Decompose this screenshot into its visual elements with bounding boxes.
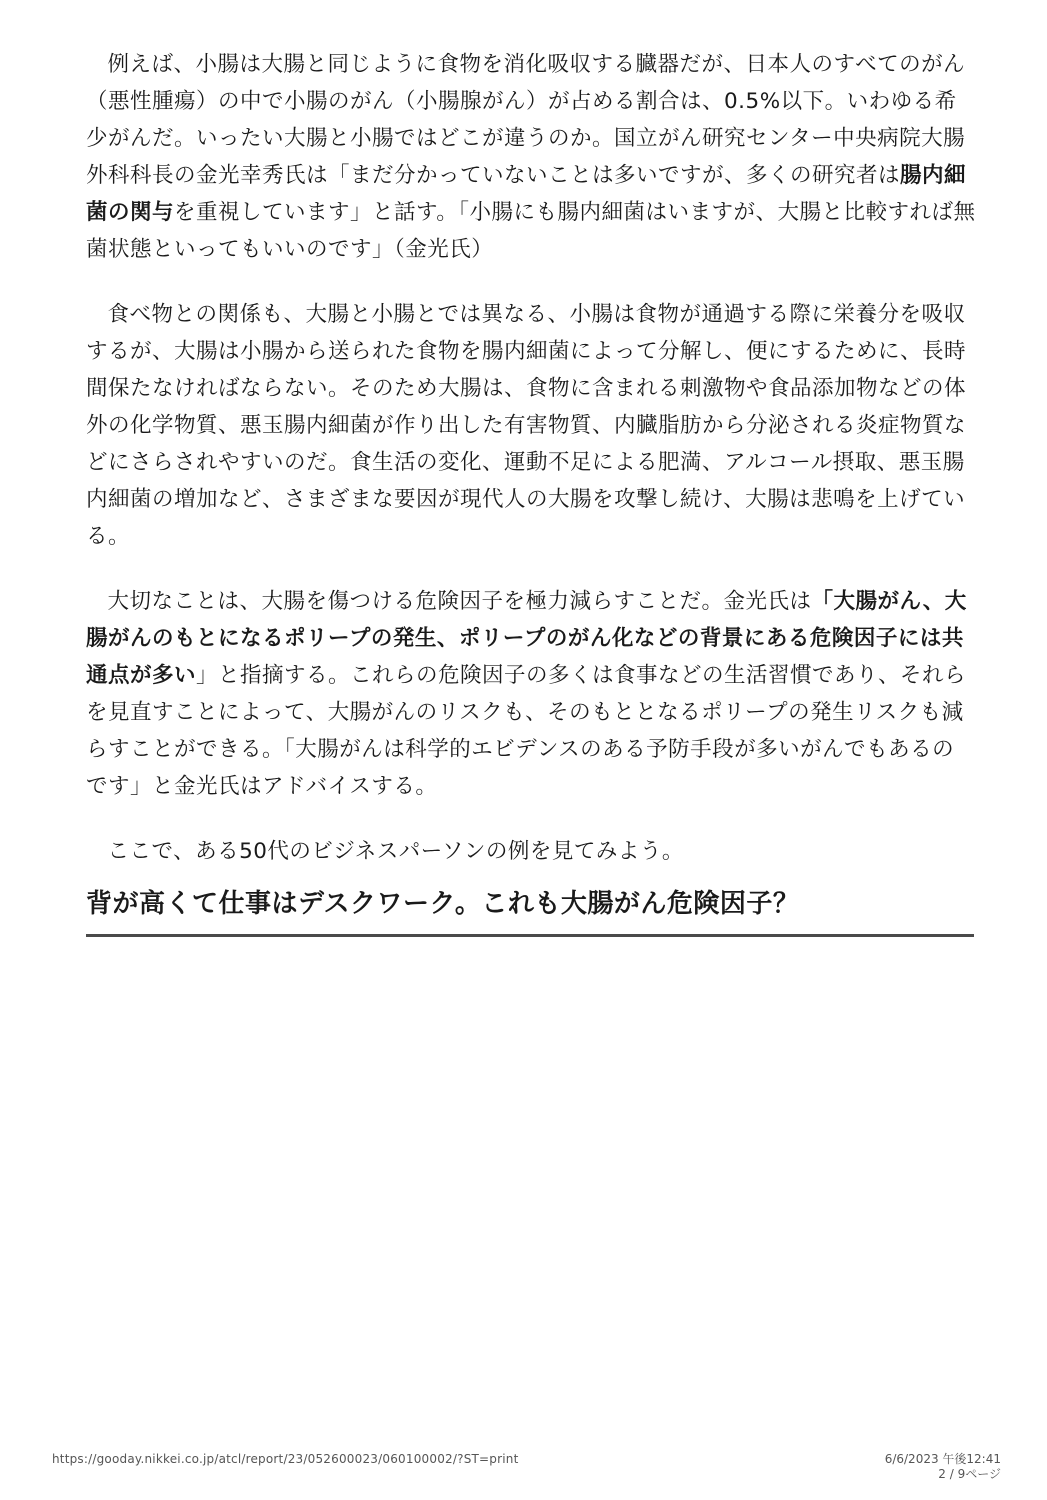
bold-emphasis: 腸内細菌の関与	[86, 163, 967, 225]
paragraph-1	[86, 46, 976, 268]
article-body	[86, 46, 976, 898]
paragraph-text: 例えば、小腸は大腸と同じように食物を消化吸収する臓器だが、日本人のすべてのがん（悪性腫瘍）の中で小腸のがん（小腸腺がん）が占める割合は、0.5%以下。いわゆる希少がんだ。いったい大腸と小腸ではどこが違うのか。国立がん研究センター中央病院大腸外科科長の金光幸秀氏は「まだ分かっていないことは多いですが、多くの研究者は	[86, 52, 966, 188]
paragraph-2	[86, 296, 976, 555]
paragraph-text: 食べ物との関係も、大腸と小腸とでは異なる、小腸は食物が通過する際に栄養分を吸収するが、大腸は小腸から送られた食物を腸内細菌によって分解し、便にするために、長時間保たなければならない。そのため大腸は、食物に含まれる刺激物や食品添加物などの体外の化学物質、悪玉腸内細菌が作り出した有害物質、内臓脂肪から分泌される炎症物質などにさらされやすいのだ。食生活の変化、運動不足による肥満、アルコール摂取、悪玉腸内細菌の増加など、さまざまな要因が現代人の大腸を攻撃し続け、大腸は悲鳴を上げている。	[86, 302, 967, 549]
paragraph-text: 」と指摘する。これらの危険因子の多くは食事などの生活習慣であり、それらを見直すことによって、大腸がんのリスクも、そのもととなるポリープの発生リスクも減らすことができる。「大腸がんは科学的エビデンスのある予防手段が多いがんでもあるのです」と金光氏はアドバイスする。	[86, 663, 967, 799]
print-datetime: 6/6/2023 午後12:41	[884, 1452, 1001, 1466]
print-meta	[885, 1452, 1001, 1482]
print-url: https://gooday.nikkei.co.jp/atcl/report/23/052600023/060100002/?ST=print	[52, 1452, 519, 1466]
page-number: 2 / 9ページ	[938, 1467, 1001, 1481]
bold-emphasis: 「大腸がん、大腸がんのもとになるポリープの発生、ポリープのがん化などの背景にある危険因子には共通点が多い	[86, 589, 967, 688]
paragraph-text: ここで、ある50代のビジネスパーソンの例を見てみよう。	[107, 839, 684, 864]
section-heading: 背が高くて仕事はデスクワーク。これも大腸がん危険因子？	[86, 884, 974, 937]
paragraph-text: を重視しています」と話す。「小腸にも腸内細菌はいますが、大腸と比較すれば無菌状態といってもいいのです」（金光氏）	[86, 200, 976, 262]
paragraph-text: 大切なことは、大腸を傷つける危険因子を極力減らすことだ。金光氏は	[107, 589, 812, 614]
paragraph-3	[86, 583, 976, 805]
paragraph-4	[86, 833, 976, 870]
